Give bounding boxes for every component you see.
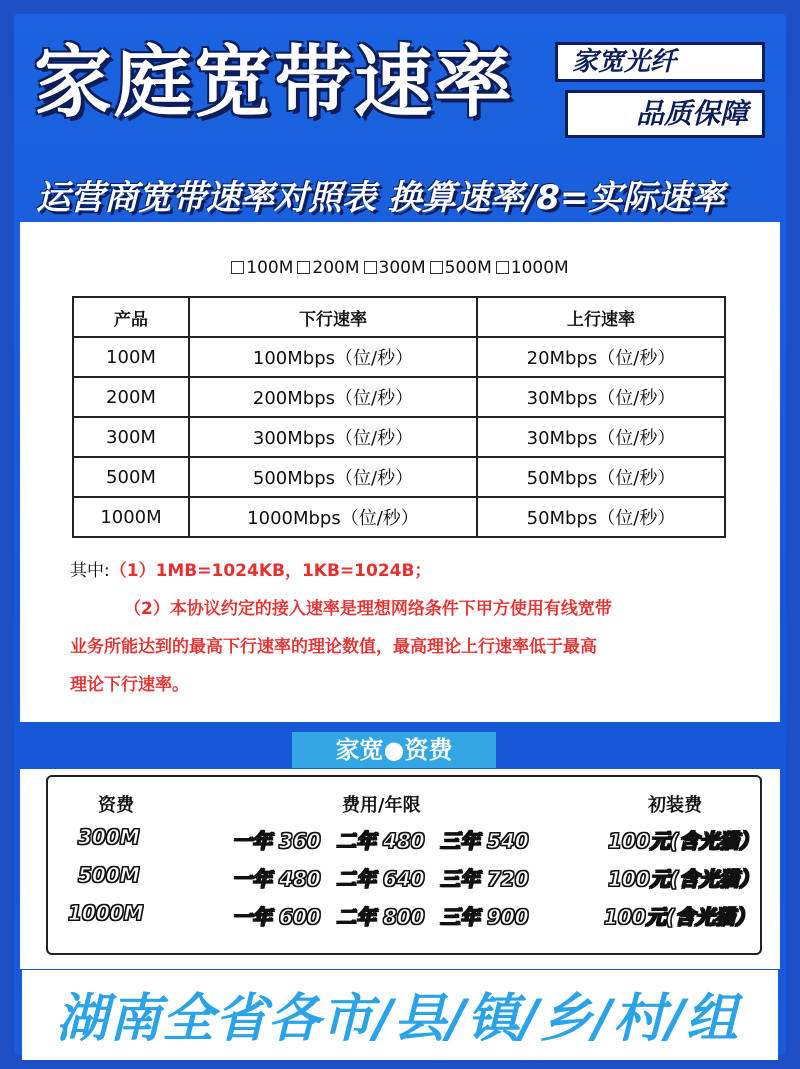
quality-badge: [555, 42, 765, 152]
rate-table: [72, 296, 726, 538]
cell-upstream: 30Mbps（位/秒）: [477, 417, 725, 457]
fee-year1: 一年 360: [232, 829, 321, 853]
fee-year2: 二年 800: [336, 905, 425, 929]
checkbox-icon: [496, 261, 509, 274]
cell-downstream: 100Mbps（位/秒）: [189, 337, 477, 377]
cell-product: 100M: [73, 337, 189, 377]
table-row: [73, 457, 725, 497]
rate-panel: [20, 222, 780, 722]
fee-install: 100元(含光猫）: [604, 905, 755, 929]
fee-header-plan: 资费: [98, 795, 134, 816]
table-row: [73, 337, 725, 377]
badge-line2: 品质保障: [565, 90, 765, 138]
cell-product: 500M: [73, 457, 189, 497]
fee-install: 100元(含光猫）: [608, 867, 759, 891]
fee-panel: [20, 769, 780, 969]
checkbox-icon: [231, 261, 244, 274]
fee-table: [46, 775, 762, 955]
checkbox-icon: [430, 261, 443, 274]
cell-product: 200M: [73, 377, 189, 417]
fee-plan: 500M: [78, 863, 140, 887]
cell-upstream: 50Mbps（位/秒）: [477, 457, 725, 497]
table-row: [73, 497, 725, 537]
checkbox-icon: [297, 261, 310, 274]
fee-year3: 三年 540: [440, 829, 529, 853]
fee-year2: 二年 480: [336, 829, 425, 853]
cell-product: 300M: [73, 417, 189, 457]
notes-label: 其中:: [70, 561, 110, 581]
badge-line1: 家宽光纤: [555, 42, 765, 82]
fee-year1: 一年 600: [232, 905, 321, 929]
note-2-line2: 业务所能达到的最高下行速率的理论数值，最高理论上行速率低于最高: [70, 637, 597, 657]
fee-year3: 三年 900: [440, 905, 529, 929]
fee-header-install: 初装费: [648, 795, 702, 816]
cell-downstream: 500Mbps（位/秒）: [189, 457, 477, 497]
notes: [70, 552, 750, 704]
cell-downstream: 200Mbps（位/秒）: [189, 377, 477, 417]
fee-plan: 300M: [78, 825, 140, 849]
coverage-footer: [22, 970, 778, 1060]
option-200m[interactable]: 200M: [297, 258, 359, 278]
fee-install: 100元(含光猫）: [608, 829, 759, 853]
cell-upstream: 20Mbps（位/秒）: [477, 337, 725, 377]
cell-upstream: 50Mbps（位/秒）: [477, 497, 725, 537]
note-2-line3: 理论下行速率。: [70, 675, 189, 695]
option-500m[interactable]: 500M: [430, 258, 492, 278]
cell-upstream: 30Mbps（位/秒）: [477, 377, 725, 417]
fee-year3: 三年 720: [440, 867, 529, 891]
fee-plan: 1000M: [68, 901, 144, 925]
fee-header-cost: 费用/年限: [342, 795, 421, 816]
option-300m[interactable]: 300M: [364, 258, 426, 278]
checkbox-icon: [364, 261, 377, 274]
table-row: [73, 417, 725, 457]
header-product: 产品: [73, 297, 189, 337]
poster-title: 家庭宽带速率: [34, 38, 515, 128]
note-2-line1: （2）本协议约定的接入速率是理想网络条件下甲方使用有线宽带: [124, 599, 612, 619]
fee-section-title: 家宽●资费: [292, 732, 496, 768]
header-upstream: 上行速率: [477, 297, 725, 337]
fee-year2: 二年 640: [336, 867, 425, 891]
poster-subtitle: 运营商宽带速率对照表 换算速率/8=实际速率: [36, 178, 725, 218]
header-downstream: 下行速率: [189, 297, 477, 337]
table-row: [73, 377, 725, 417]
note-1: 其中:（1）1MB=1024KB，1KB=1024B；: [70, 561, 432, 581]
speed-options: [20, 258, 780, 278]
cell-product: 1000M: [73, 497, 189, 537]
table-header-row: [73, 297, 725, 337]
coverage-text: 湖南全省各市/县/镇/乡/村/组: [56, 989, 739, 1049]
fee-year1: 一年 480: [232, 867, 321, 891]
option-100m[interactable]: 100M: [231, 258, 293, 278]
cell-downstream: 300Mbps（位/秒）: [189, 417, 477, 457]
cell-downstream: 1000Mbps（位/秒）: [189, 497, 477, 537]
option-1000m[interactable]: 1000M: [496, 258, 569, 278]
